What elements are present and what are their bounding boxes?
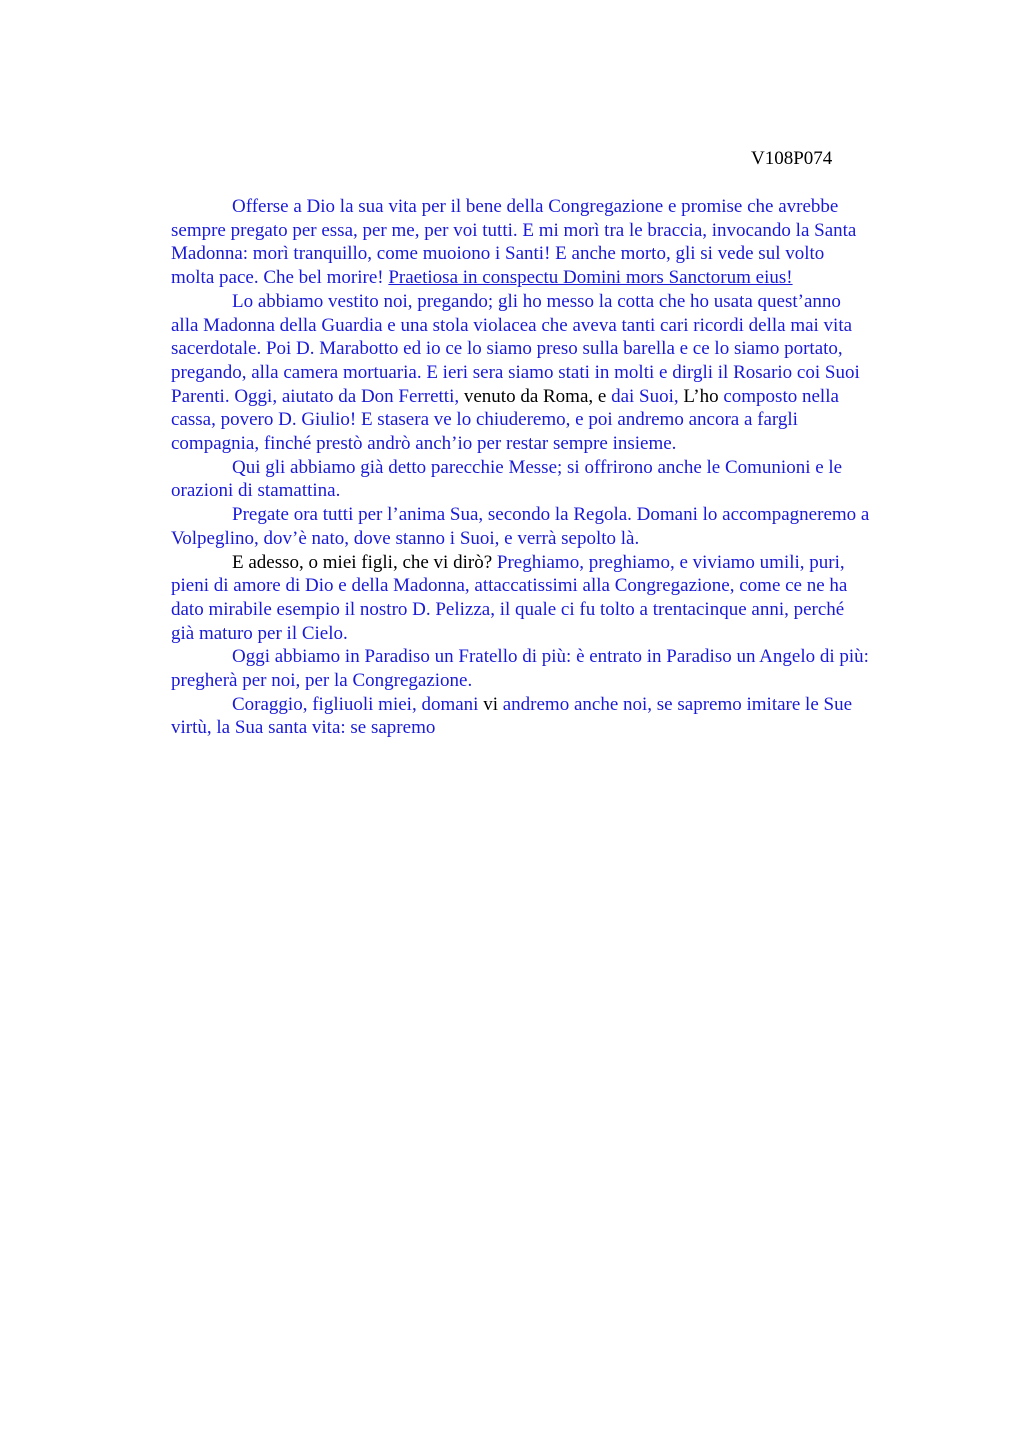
text-run: Lo abbiamo vestito noi, pregando; gli ho messo la cotta che ho usata quest’anno	[232, 290, 841, 312]
text-run: sempre pregato per essa, per me, per voi tutti. E mi morì tra le braccia, invocando la Santa	[171, 219, 857, 241]
text-run: andremo anche noi, se sapremo imitare le Sue	[497, 693, 852, 715]
text-line	[171, 219, 929, 243]
text-run: vi	[483, 693, 498, 715]
text-line	[171, 337, 929, 361]
text-line	[171, 385, 929, 409]
text-run: Volpeglino, dov’è nato, dove stanno i Suoi, e verrà sepolto là.	[171, 527, 640, 549]
text-line	[171, 314, 929, 338]
paragraph	[171, 456, 929, 503]
text-line	[171, 669, 929, 693]
text-run: Qui gli abbiamo già detto parecchie Messe; si offrirono anche le Comunioni e le	[232, 456, 843, 478]
text-line	[171, 551, 929, 575]
text-run: pieni di amore di Dio e della Madonna, attaccatissimi alla Congregazione, come ce ne ha	[171, 575, 848, 597]
paragraph	[171, 551, 929, 646]
text-run: virtù, la Sua santa vita: se sapremo	[171, 717, 436, 739]
text-run: alla Madonna della Guardia e una stola violacea che aveva tanti cari ricordi della mai vita	[171, 314, 853, 336]
paragraph	[171, 645, 929, 692]
text-line	[171, 645, 929, 669]
text-run: dato mirabile esempio il nostro D. Pelizza, il quale ci fu tolto a trentacinque anni, perché	[171, 598, 845, 620]
text-run: composto nella	[718, 385, 839, 407]
text-run: E adesso, o miei figli, che vi dirò?	[232, 551, 493, 573]
text-line	[171, 242, 929, 266]
text-run: Parenti. Oggi, aiutato da Don Ferretti,	[171, 385, 464, 407]
text-run: pregando, alla camera mortuaria. E ieri sera siamo stati in molti e dirgli il Rosario coi Suoi	[171, 361, 860, 383]
text-line	[171, 195, 929, 219]
text-run: sacerdotale. Poi D. Marabotto ed io ce lo siamo preso sulla barella e ce lo siamo portato,	[171, 338, 843, 360]
text-line	[171, 432, 929, 456]
text-line	[171, 716, 929, 740]
text-run: pregherà per noi, per la Congregazione.	[171, 670, 473, 692]
page-id: V108P074	[751, 148, 833, 169]
text-line	[171, 479, 929, 503]
text-line	[171, 408, 929, 432]
text-run: già maturo per il Cielo.	[171, 622, 348, 644]
paragraph	[171, 195, 929, 290]
text-run: L’ho	[683, 385, 719, 407]
text-line	[171, 290, 929, 314]
text-run: Pregate ora tutti per l’anima Sua, secondo la Regola. Domani lo accompagneremo a	[232, 504, 870, 526]
latin-quote: Praetiosa in conspectu Domini mors Sanctorum eius!	[388, 267, 793, 289]
text-line	[171, 693, 929, 717]
text-run: compagnia, finché prestò andrò anch’io per restar sempre insieme.	[171, 433, 677, 455]
text-run: Offerse a Dio la sua vita per il bene della Congregazione e promise che avrebbe	[232, 196, 839, 217]
text-line	[171, 574, 929, 598]
text-run: dai Suoi,	[606, 385, 684, 407]
text-run: venuto da Roma, e	[463, 385, 607, 407]
text-run: Coraggio, figliuoli miei, domani	[232, 693, 484, 715]
text-line	[171, 622, 929, 646]
text-line	[171, 361, 929, 385]
letter-body	[171, 195, 929, 740]
text-run: orazioni di stamattina.	[171, 480, 341, 502]
text-run: cassa, povero D. Giulio! E stasera ve lo chiuderemo, e poi andremo ancora a fargli	[171, 409, 798, 431]
text-line	[171, 503, 929, 527]
text-line	[171, 456, 929, 480]
paragraph	[171, 693, 929, 740]
text-run: Oggi abbiamo in Paradiso un Fratello di più: è entrato in Paradiso un Angelo di più:	[232, 646, 869, 668]
text-line	[171, 527, 929, 551]
paragraph	[171, 290, 929, 456]
text-run: Madonna: morì tranquillo, come muoiono i Santi! E anche morto, gli si vede sul volto	[171, 243, 825, 265]
text-line	[171, 598, 929, 622]
text-line	[171, 266, 929, 290]
paragraph	[171, 503, 929, 550]
text-run: Preghiamo, preghiamo, e viviamo umili, puri,	[492, 551, 845, 573]
text-run: molta pace. Che bel morire!	[171, 267, 389, 289]
